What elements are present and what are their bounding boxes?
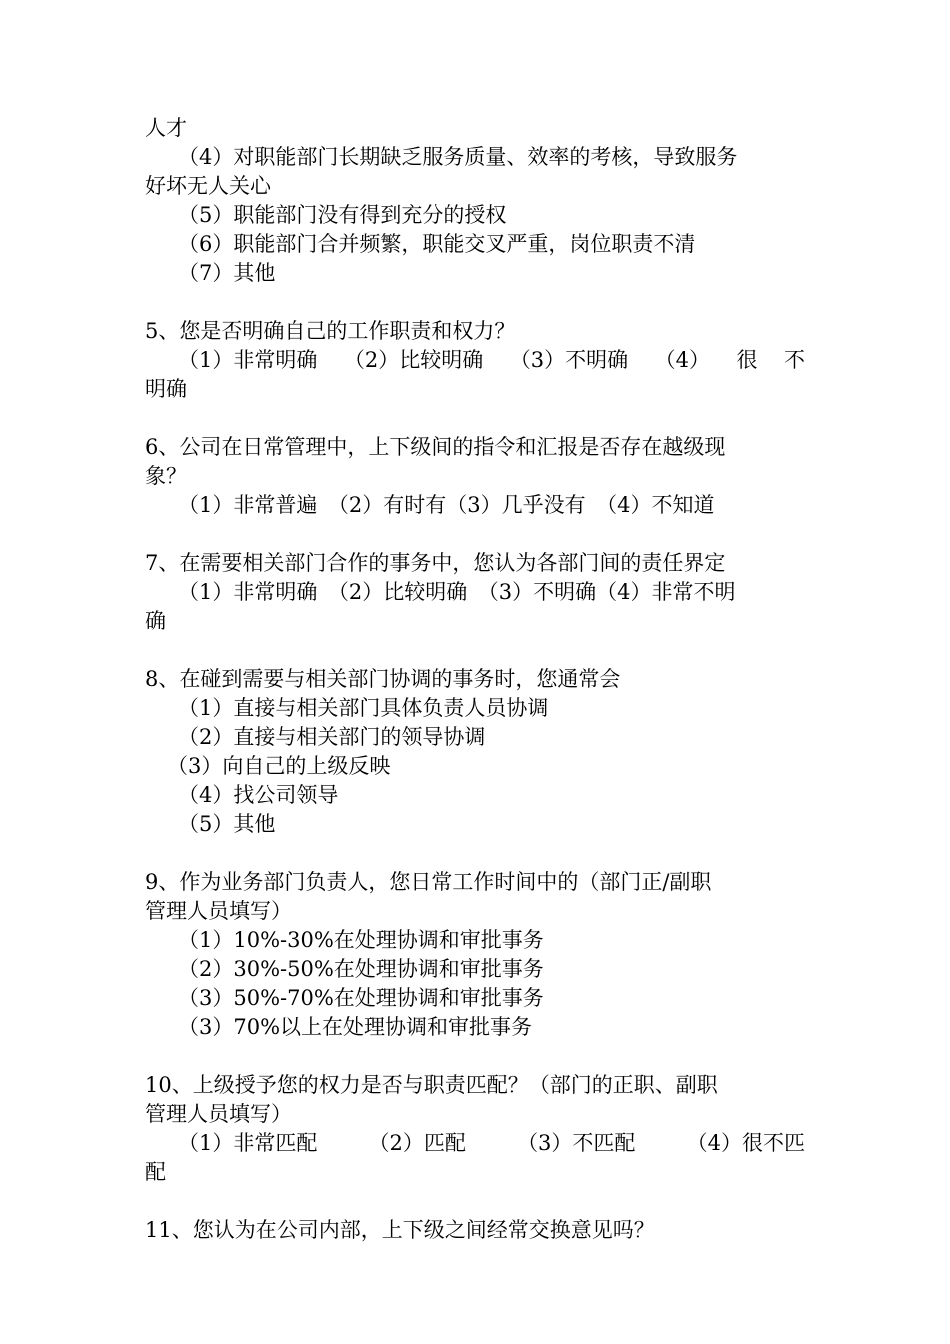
question-10: 10、上级授予您的权力是否与职责匹配？（部门的正职、副职 — [145, 1073, 718, 1097]
question-8: 8、在碰到需要与相关部门协调的事务时，您通常会 — [145, 667, 621, 691]
question-10-cont: 管理人员填写） — [145, 1102, 292, 1126]
option: （1）非常明确 — [178, 348, 318, 372]
option: （3）不匹配 — [517, 1131, 636, 1155]
spacer — [145, 1187, 810, 1216]
option-line: （3）50%-70%在处理协调和审批事务 — [178, 986, 544, 1010]
option-line: （1）10%-30%在处理协调和审批事务 — [178, 928, 544, 952]
spacer — [145, 404, 810, 433]
option: 很 — [736, 348, 758, 372]
option-line: （4）对职能部门长期缺乏服务质量、效率的考核，导致服务 — [178, 145, 738, 169]
option: （2）比较明确 — [343, 348, 484, 372]
spacer — [145, 520, 810, 549]
option-line: （5）其他 — [178, 812, 276, 836]
question-11: 11、您认为在公司内部，上下级之间经常交换意见吗？ — [145, 1218, 655, 1242]
option-line: （6）职能部门合并频繁，职能交叉严重，岗位职责不清 — [178, 232, 696, 256]
option-line: 好坏无人关心 — [145, 174, 271, 198]
option: （4） — [654, 348, 710, 372]
question-10-options — [145, 1129, 805, 1158]
question-6-cont: 象？ — [145, 464, 187, 488]
question-6: 6、公司在日常管理中，上下级间的指令和汇报是否存在越级现 — [145, 435, 726, 459]
spacer — [145, 288, 810, 317]
option-line: （7）其他 — [178, 261, 276, 285]
option-continuation: 明确 — [145, 377, 187, 401]
option-line: （2）直接与相关部门的领导协调 — [178, 725, 486, 749]
spacer — [145, 1042, 810, 1071]
text-line: 人才 — [145, 116, 187, 140]
option-line: （3）向自己的上级反映 — [167, 754, 391, 778]
option: （4）很不匹 — [686, 1131, 805, 1155]
question-9: 9、作为业务部门负责人，您日常工作时间中的（部门正/副职 — [145, 870, 712, 894]
option: 不 — [784, 348, 805, 372]
question-5-options — [145, 346, 805, 375]
option: （3）不明确 — [509, 348, 629, 372]
question-5: 5、您是否明确自己的工作职责和权力？ — [145, 319, 516, 343]
option-continuation: 确 — [145, 609, 166, 633]
spacer — [145, 839, 810, 868]
option-line: （4）找公司领导 — [178, 783, 339, 807]
option-line: （5）职能部门没有得到充分的授权 — [178, 203, 507, 227]
question-7-options: （1）非常明确 （2）比较明确 （3）不明确（4）非常不明 — [178, 580, 736, 604]
spacer — [145, 636, 810, 665]
question-7: 7、在需要相关部门合作的事务中，您认为各部门间的责任界定 — [145, 551, 726, 575]
option-continuation: 配 — [145, 1160, 166, 1184]
option-line: （2）30%-50%在处理协调和审批事务 — [178, 957, 544, 981]
question-9-cont: 管理人员填写） — [145, 899, 292, 923]
option-line: （3）70%以上在处理协调和审批事务 — [178, 1015, 533, 1039]
option: （1）非常匹配 — [178, 1131, 318, 1155]
option-line: （1）直接与相关部门具体负责人员协调 — [178, 696, 549, 720]
document-page — [145, 114, 810, 1245]
option: （2）匹配 — [368, 1131, 466, 1155]
question-6-options: （1）非常普遍 （2）有时有（3）几乎没有 （4）不知道 — [178, 493, 715, 517]
